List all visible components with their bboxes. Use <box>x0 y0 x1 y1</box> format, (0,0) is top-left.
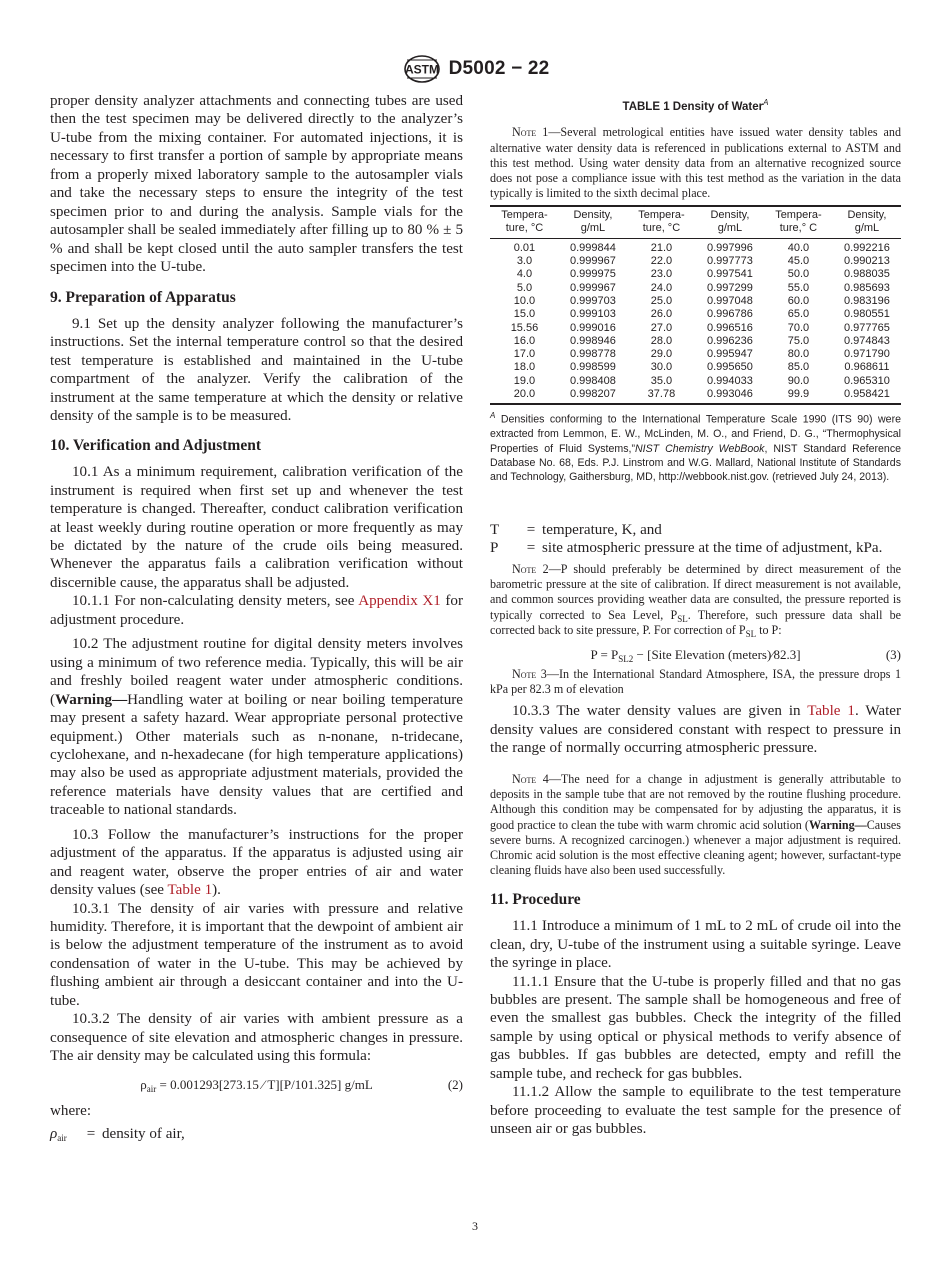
table-cell: 0.999967 <box>570 281 616 294</box>
table-cell: 0.999975 <box>570 268 616 281</box>
table-cell: 29.0 <box>650 348 673 361</box>
page-header <box>0 54 950 89</box>
definition-rho-air: $\rho_{air}$ = density of air, <box>50 1125 185 1143</box>
left-column <box>50 92 463 1143</box>
column-header: Tempera- ture, °C <box>501 208 548 235</box>
table-cell: 18.0 <box>513 361 536 374</box>
table-cell: 35.0 <box>650 374 673 387</box>
table-cell: 0.965310 <box>844 374 890 387</box>
table-cell: 0.997773 <box>706 255 753 268</box>
document-id: D5002 − 22 <box>448 58 550 79</box>
table-cell: 0.983196 <box>844 294 890 307</box>
table-1-title: TABLE 1 Density of Water$^A$ <box>622 98 769 113</box>
table-cell: 30.0 <box>650 361 673 374</box>
table-cell: 0.998778 <box>570 348 616 361</box>
table-row <box>490 361 901 374</box>
table-footnote: $^A$ Densities conforming to the International Temperature Scale 1990 (ITS 90) were extracted from Lemmon, E. W., McLinden, M. O., and Friend, D. G., “Thermophysical Properties of Fluid Systems,”NIST Chemistry WebBook, NIST Standard Reference Database No. 68, Eds. P.J. Linstrom and W.G. Mallard, National Institute of Standards and Technology, Gaithersburg, MD, http://webbook.nist.gov. (retrieved July 24, 2013). <box>490 411 902 484</box>
column-header: Density, g/mL <box>573 208 613 235</box>
paragraph-11-1: 11.1 Introduce a minimum of 1 mL to 2 mL of crude oil into the clean, dry, U-tube of the instrument using a suitable syringe. Leave the syringe in place. <box>490 918 901 972</box>
astm-logo-icon <box>401 54 443 84</box>
table-cell: 0.996236 <box>706 334 753 347</box>
table-cell: 0.997541 <box>706 268 753 281</box>
table-cell: 3.0 <box>516 255 533 268</box>
paragraph-10-3-1: 10.3.1 The density of air varies with pressure and relative humidity. Therefore, it is important that the dewpoint of ambient air is below the adjustment temperature of the instrument as to avoid condensation of water in the U-tube. This may be achieved by flushing ambient air through a desiccant container and into the U-tube. <box>50 900 463 1009</box>
table-cell: 0.968611 <box>844 361 890 374</box>
page-number: 3 <box>472 1219 478 1233</box>
table-row <box>490 348 901 361</box>
table-cell: 25.0 <box>650 294 673 307</box>
table-cell: 0.997996 <box>706 241 753 254</box>
table-cell: 0.999103 <box>570 308 616 321</box>
table-cell: 4.0 <box>516 268 533 281</box>
equation-3 <box>490 646 901 664</box>
table-cell: 65.0 <box>787 308 810 321</box>
section-10-heading: 10. Verification and Adjustment <box>50 436 261 454</box>
table-cell: 55.0 <box>787 281 810 294</box>
table-cell: 0.994033 <box>706 374 753 387</box>
table-cell: 70.0 <box>787 321 810 334</box>
equation-3-body: $P = P_{SL2}$ − [Site Elevation (meters)⁄82.3] <box>590 647 801 665</box>
table-cell: 0.998408 <box>570 374 616 387</box>
appendix-x1-link[interactable]: Appendix X1 <box>358 593 441 610</box>
table-cell: 0.999967 <box>570 255 616 268</box>
where-label: where: <box>50 1103 92 1120</box>
table-cell: 0.996516 <box>706 321 753 334</box>
table-cell: 99.9 <box>787 388 810 401</box>
table-cell: 0.971790 <box>844 348 890 361</box>
table-1-link[interactable]: Table 1 <box>167 882 213 899</box>
table-cell: 23.0 <box>650 268 673 281</box>
table-cell: 85.0 <box>787 361 810 374</box>
equation-2-body: $\rho_{air} = 0.001293[273.15$ ⁄ T][P/101.325] g/mL <box>140 1076 373 1094</box>
table-row <box>490 255 901 268</box>
equation-3-number: (3) <box>885 647 901 663</box>
paragraph-10-1: 10.1 As a minimum requirement, calibration verification of the instrument is required when first set up and whenever the test temperature is changed. Thereafter, conduct calibration verification at least weekly during routine operation or more frequently as may be dictated by the nature of the crude oils being measured. Whenever the apparatus fails a calibration verification without discernible cause, the apparatus shall be adjusted. <box>50 464 463 591</box>
equation-2 <box>50 1076 463 1094</box>
table-cell: 0.997048 <box>706 294 753 307</box>
table-cell: 21.0 <box>650 241 673 254</box>
table-cell: 0.980551 <box>844 308 890 321</box>
table-row <box>490 335 901 348</box>
table-cell: 0.996786 <box>706 308 753 321</box>
intro-paragraph: proper density analyzer attachments and connecting tubes are used then the test specimen may be delivered directly to the analyzer’s U-tube from the mixing container. For automated injections, it is necessary to first transfer a portion of sample by appropriate means from a properly mixed laboratory sample to the autosampler vials and take the necessary steps to ensure the integrity of the test specimen prior to and during the analysis. Sample vials for the autosampler shall be sealed immediately after filling up to 80 % ± 5 % and shall be kept closed until the auto sampler transfers the test specimen into the U-tube. <box>50 93 463 276</box>
table-cell: 0.999703 <box>570 294 616 307</box>
table-cell: 15.0 <box>513 308 536 321</box>
paragraph-10-3-3: 10.3.3 The water density values are given in Table 1. Water density values are considered constant with respect to pressure in the range of normally occurring atmospheric pressure. <box>490 703 901 757</box>
table-cell: 0.998946 <box>570 334 616 347</box>
table-cell: 0.988035 <box>844 268 890 281</box>
table-row <box>490 282 901 295</box>
table-cell: 0.977765 <box>844 321 890 334</box>
equation-2-number: (2) <box>447 1076 463 1092</box>
table-cell: 0.995650 <box>706 361 753 374</box>
table-cell: 20.0 <box>513 388 536 401</box>
table-cell: 45.0 <box>787 255 810 268</box>
table-cell: 19.0 <box>513 374 536 387</box>
section-11-heading: 11. Procedure <box>490 890 581 908</box>
table-row <box>490 388 901 404</box>
table-cell: 37.78 <box>647 388 676 401</box>
section-9-heading: 9. Preparation of Apparatus <box>50 288 236 306</box>
table-cell: 15.56 <box>510 321 539 334</box>
table-body <box>490 238 901 404</box>
right-column <box>490 92 901 1139</box>
table-cell: 0.990213 <box>844 255 890 268</box>
table-cell: 0.999016 <box>570 321 616 334</box>
table-cell: 17.0 <box>513 348 536 361</box>
table-cell: 0.999844 <box>570 241 616 254</box>
svg-text:ASTM: ASTM <box>404 62 439 77</box>
table-cell: 26.0 <box>650 308 673 321</box>
paragraph-10-1-1: 10.1.1 For non-calculating density meters, see Appendix X1 for adjustment procedure. <box>50 593 463 628</box>
paragraph-10-3-2: 10.3.2 The density of air varies with ambient pressure as a consequence of site elevation and atmospheric changes in pressure. The air density may be calculated using this formula: <box>50 1011 463 1065</box>
paragraph-9-1: 9.1 Set up the density analyzer following the manufacturer’s instructions. Set the internal temperature control so that the desired test temperature is established and maintained in the U-tube compartment of the analyzer. Verify the calibration of the instrument at the same temperature at which the density or relative density of the sample is to be measured. <box>50 315 463 425</box>
table-cell: 0.997299 <box>706 281 753 294</box>
table-1-link[interactable]: Table 1 <box>807 703 855 720</box>
column-header: Density, g/mL <box>847 208 887 235</box>
paragraph-10-2: 10.2 The adjustment routine for digital density meters involves using a minimum of two reference media. Typically, this will be air and freshly boiled reagent water under atmospheric conditions. (Warning—Handling water at boiling or near boiling temperature may present a safety hazard. Wear appropriate personal protective equipment.) Other materials such as n-nonane, n-tridecane, cyclohexane, and n-hexadecane (for high temperature applications) may also be used as appropriate adjustment materials, provided the reference materials have density values that are certified and traceable to national standards. <box>50 636 463 819</box>
column-header: Tempera- ture,° C <box>775 208 822 235</box>
table-cell: 80.0 <box>787 348 810 361</box>
table-cell: 0.993046 <box>706 388 753 401</box>
table-cell: 90.0 <box>787 374 810 387</box>
note-4: Note 4—The need for a change in adjustment is generally attributable to deposits in the sample tube that are not removed by the routine flushing procedure. Although this condition may be compensated for by adjusting the apparatus, it is good practice to clean the tube with warm chromic acid solution (Warning—Causes severe burns. A recognized carcinogen.) whenever a major adjustment is required. Chromic acid solution is the most effective cleaning agent; however, surfactant-type cleaning fluids have also been used successfully. <box>490 771 902 878</box>
table-cell: 0.974843 <box>844 334 890 347</box>
warning-label: Warning— <box>55 691 128 708</box>
table-cell: 0.995947 <box>706 348 753 361</box>
table-cell: 0.998207 <box>570 388 616 401</box>
table-cell: 24.0 <box>650 281 673 294</box>
table-cell: 22.0 <box>650 255 673 268</box>
definition-T: T = temperature, K, and <box>490 521 662 538</box>
paragraph-11-1-1: 11.1.1 Ensure that the U-tube is properly filled and that no gas bubbles are present. The sample shall be homogeneous and free of even the smallest gas bubbles. Check the integrity of the filled sample by using optical or physical methods to verify absence of gas bubbles. If gas bubbles are detected, empty and refill the sample tube, and recheck for gas bubbles. <box>490 973 901 1082</box>
definition-P: P = site atmospheric pressure at the time of adjustment, kPa. <box>490 540 883 557</box>
table-cell: 10.0 <box>513 294 536 307</box>
paragraph-10-3: 10.3 Follow the manufacturer’s instructions for the proper adjustment of the apparatus. If the apparatus is adjusted using air and reagent water, observe the proper entries of air and water density values (see Table 1). <box>50 826 463 899</box>
table-cell: 0.992216 <box>844 241 890 254</box>
table-row <box>490 322 901 335</box>
warning-label: Warning— <box>808 817 867 832</box>
table-cell: 75.0 <box>787 334 810 347</box>
table-row <box>490 268 901 281</box>
table-cell: 0.01 <box>513 241 536 254</box>
table-cell: 0.958421 <box>844 388 890 401</box>
column-header: Density, g/mL <box>710 208 750 235</box>
table-cell: 16.0 <box>513 334 536 347</box>
column-header: Tempera- ture, °C <box>638 208 685 235</box>
table-header-row <box>490 206 901 239</box>
table-cell: 0.985693 <box>844 281 890 294</box>
table-cell: 0.998599 <box>570 361 616 374</box>
table-cell: 5.0 <box>516 281 533 294</box>
table-cell: 40.0 <box>787 241 810 254</box>
note-3: Note 3—In the International Standard Atmosphere, ISA, the pressure drops 1 kPa per 82.3 m of elevation <box>490 666 902 697</box>
table-cell: 50.0 <box>787 268 810 281</box>
note-1: Note 1—Several metrological entities have issued water density tables and alternative water density data is referenced in publications external to ASTM and this test method. Using water density data from an alternative recognized source does not pose a compliance issue with this test method as the variation in the data typically is limited to the sixth decimal place. <box>490 125 901 201</box>
table-cell: 27.0 <box>650 321 673 334</box>
water-density-table <box>490 205 901 406</box>
paragraph-11-1-2: 11.1.2 Allow the sample to equilibrate to the test temperature before proceeding to evaluate the test sample for the presence of unseen air or gas bubbles. <box>490 1084 901 1138</box>
table-row <box>490 238 901 255</box>
table-cell: 60.0 <box>787 294 810 307</box>
table-row <box>490 375 901 388</box>
table-row <box>490 295 901 308</box>
table-row <box>490 308 901 321</box>
table-cell: 28.0 <box>650 334 673 347</box>
note-2: Note 2—P should preferably be determined by direct measurement of the barometric pressure at the site of calibration. If direct measurement is not available, and common sources providing weather data are consulted, the pressure reported is typically corrected to Sea Level, $P_{SL}$. Therefore, such pressure data shall be corrected back to site pressure, P. For correction of $P_{SL}$ to P: <box>490 561 902 639</box>
